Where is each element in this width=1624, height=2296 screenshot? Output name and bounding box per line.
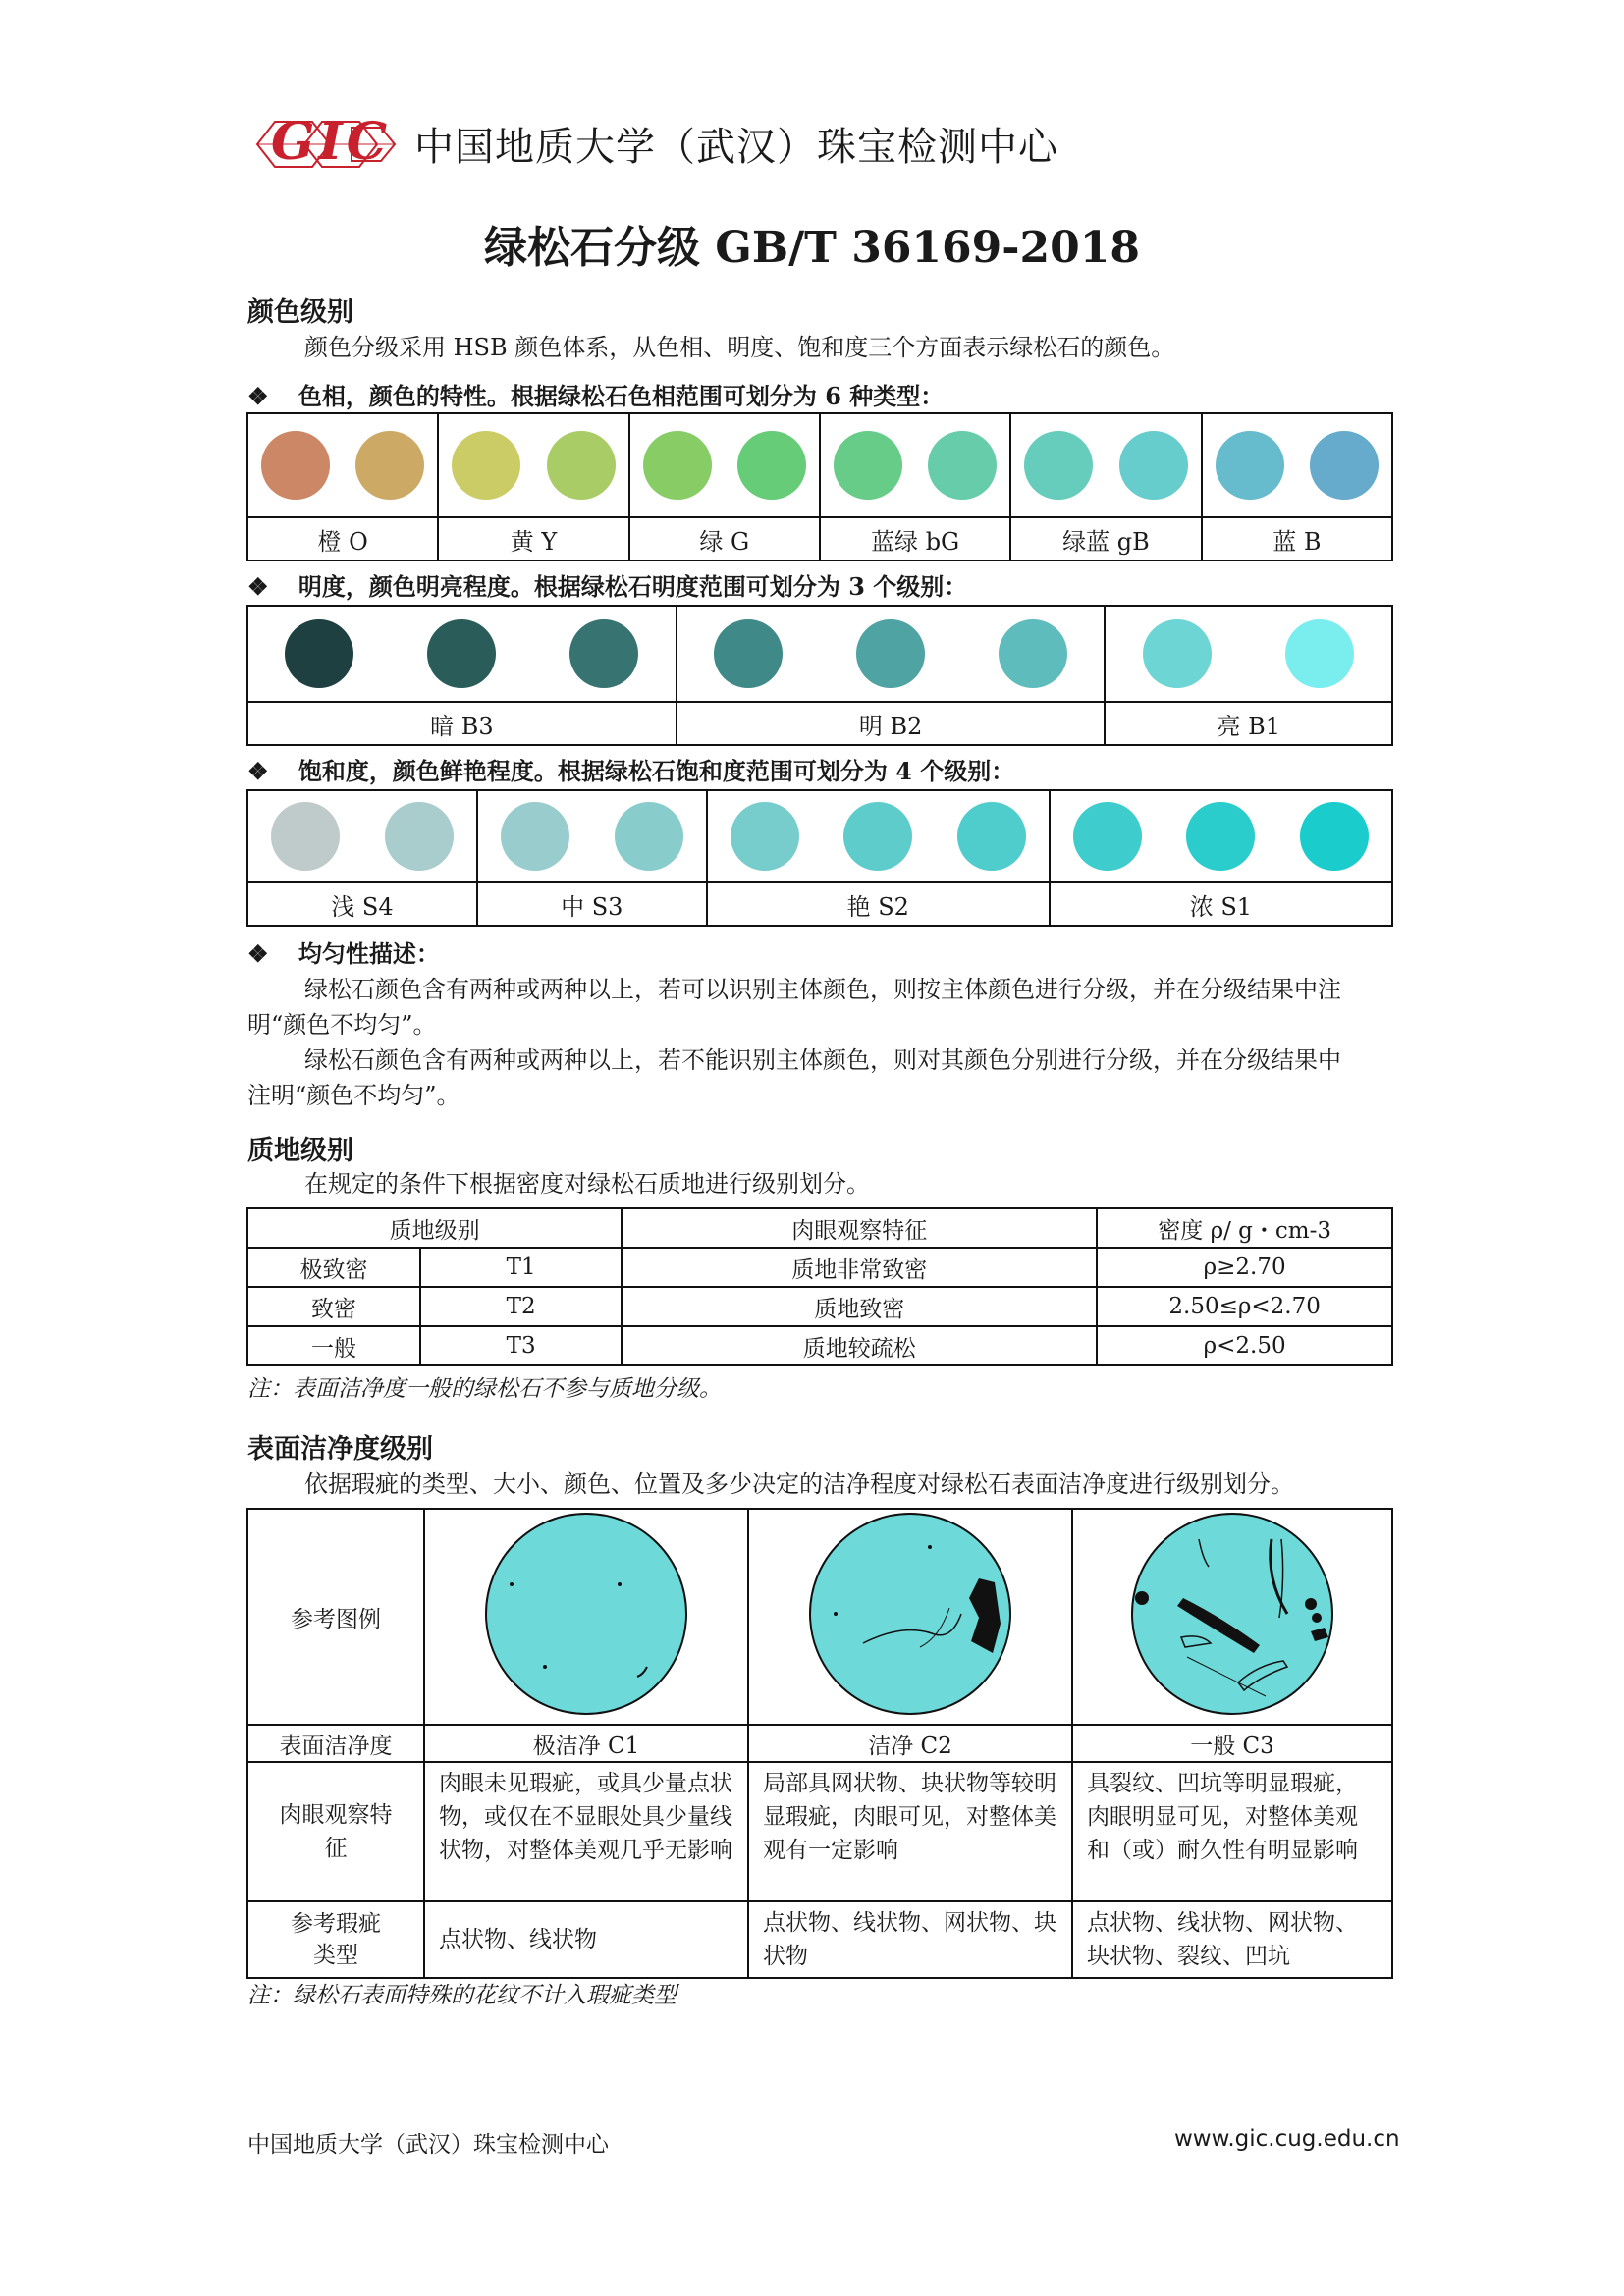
- feature-c3: 具裂纹、凹坑等明显瑕疵，肉眼明显可见，对整体美观和（或）耐久性有明显影响: [1072, 1762, 1392, 1901]
- texture-header-feature: 肉眼观察特征: [622, 1208, 1097, 1248]
- hue-group-0: [247, 413, 438, 517]
- texture-density: ρ≥2.70: [1097, 1248, 1392, 1287]
- hue-swatch: [355, 431, 424, 500]
- bullet-icon: ❖: [247, 757, 269, 785]
- hue-bullet: [247, 377, 944, 411]
- brightness-table: [246, 605, 1393, 746]
- saturation-swatch: [271, 802, 340, 871]
- logo-text: GIC: [271, 112, 392, 172]
- saturation-swatch: [731, 802, 799, 871]
- brightness-swatch: [1143, 619, 1212, 688]
- bullet-icon: ❖: [247, 382, 269, 410]
- brightness-swatch: [427, 619, 496, 688]
- color-heading: 颜色级别: [247, 297, 353, 328]
- saturation-bullet: [247, 752, 1014, 786]
- saturation-swatch: [957, 802, 1026, 871]
- saturation-swatch: [501, 802, 569, 871]
- texture-feature: 质地非常致密: [622, 1248, 1097, 1287]
- clean-row-flaw: [247, 1901, 424, 1978]
- hue-desc: 色相，颜色的特性。根据绿松石色相范围可划分为 6 种类型：: [298, 382, 945, 410]
- brightness-swatch: [856, 619, 925, 688]
- bullet-icon: ❖: [247, 939, 269, 968]
- hue-table: [246, 412, 1393, 561]
- texture-code: T1: [420, 1248, 622, 1287]
- brightness-label: 亮 B1: [1105, 702, 1392, 745]
- hue-group-4: [1010, 413, 1201, 517]
- brightness-group-1: [677, 606, 1106, 702]
- feature-c2: 局部具网状物、块状物等较明显瑕疵，肉眼可见，对整体美观有一定影响: [748, 1762, 1072, 1901]
- hue-swatch: [1119, 431, 1188, 500]
- brightness-swatch: [285, 619, 353, 688]
- uniformity-bullet: [247, 934, 440, 969]
- brightness-label: 明 B2: [677, 702, 1106, 745]
- texture-density: 2.50≤ρ<2.70: [1097, 1287, 1392, 1326]
- texture-feature: 质地致密: [622, 1287, 1097, 1326]
- hue-label: 黄 Y: [438, 517, 628, 561]
- texture-heading: 质地级别: [247, 1136, 353, 1166]
- ref-image-c3: [1072, 1509, 1392, 1725]
- brightness-bullet: [247, 567, 967, 602]
- grade-label-c1: 极洁净 C1: [424, 1725, 748, 1762]
- saturation-swatch: [843, 802, 912, 871]
- flaws-c2: 点状物、线状物、网状物、块状物: [748, 1901, 1072, 1978]
- ref-image-c2: [748, 1509, 1072, 1725]
- texture-row: [247, 1287, 1392, 1326]
- texture-note: 注：表面洁净度一般的绿松石不参与质地分级。: [247, 1376, 722, 1402]
- bullet-icon: ❖: [247, 572, 269, 601]
- saturation-group-0: [247, 790, 477, 882]
- saturation-desc: 饱和度，颜色鲜艳程度。根据绿松石饱和度范围可划分为 4 个级别：: [298, 757, 1015, 785]
- clean-row-ref: 参考图例: [247, 1509, 424, 1725]
- hue-group-1: [438, 413, 628, 517]
- uniformity-p2a: 绿松石颜色含有两种或两种以上，若不能识别主体颜色，则对其颜色分别进行分级，并在分级结果中: [304, 1046, 1341, 1074]
- feature-c1: 肉眼未见瑕疵，或具少量点状物，或仅在不显眼处具少量线状物，对整体美观几乎无影响: [424, 1762, 748, 1901]
- clean-row-flaw-label: 参考瑕疵类型: [291, 1911, 381, 1968]
- saturation-swatch: [385, 802, 454, 871]
- texture-density: ρ<2.50: [1097, 1326, 1392, 1365]
- texture-intro: 在规定的条件下根据密度对绿松石质地进行级别划分。: [304, 1170, 870, 1198]
- org-title: 中国地质大学（武汉）珠宝检测中心: [414, 125, 1058, 170]
- hue-group-5: [1202, 413, 1392, 517]
- saturation-label: 艳 S2: [707, 882, 1050, 926]
- texture-header-density: 密度 ρ/ g・cm-3: [1097, 1208, 1392, 1248]
- ref-image-c1: [424, 1509, 748, 1725]
- hue-swatch: [1024, 431, 1093, 500]
- texture-code: T3: [420, 1326, 622, 1365]
- texture-header-grade: 质地级别: [247, 1208, 622, 1248]
- saturation-group-1: [477, 790, 707, 882]
- brightness-swatch: [1285, 619, 1354, 688]
- saturation-swatch: [1073, 802, 1142, 871]
- saturation-label: 浓 S1: [1050, 882, 1392, 926]
- uniformity-p1a: 绿松石颜色含有两种或两种以上，若可以识别主体颜色，则按主体颜色进行分级，并在分级结果中注: [304, 976, 1341, 1003]
- hue-swatch: [452, 431, 520, 500]
- hue-swatch: [928, 431, 997, 500]
- texture-name: 极致密: [247, 1248, 420, 1287]
- uniformity-title: 均匀性描述：: [298, 939, 440, 968]
- texture-table: [246, 1207, 1393, 1366]
- brightness-desc: 明度，颜色明亮程度。根据绿松石明度范围可划分为 3 个级别：: [298, 572, 968, 601]
- brightness-swatch: [714, 619, 783, 688]
- hue-label: 橙 O: [247, 517, 438, 561]
- brightness-label: 暗 B3: [247, 702, 677, 745]
- hue-label: 绿 G: [629, 517, 820, 561]
- saturation-label: 中 S3: [477, 882, 707, 926]
- gic-logo: [253, 110, 401, 179]
- clean-note: 注：绿松石表面特殊的花纹不计入瑕疵类型: [247, 1983, 677, 2008]
- flaws-c3: 点状物、线状物、网状物、块状物、裂纹、凹坑: [1072, 1901, 1392, 1978]
- uniformity-p1b: 明“颜色不均匀”。: [247, 1011, 437, 1039]
- saturation-group-3: [1050, 790, 1392, 882]
- texture-name: 一般: [247, 1326, 420, 1365]
- hue-swatch: [737, 431, 806, 500]
- saturation-table: [246, 789, 1393, 927]
- hue-swatch: [643, 431, 712, 500]
- hue-swatch: [261, 431, 330, 500]
- texture-row: [247, 1326, 1392, 1365]
- brightness-swatch: [999, 619, 1067, 688]
- saturation-group-2: [707, 790, 1050, 882]
- hue-swatch: [1216, 431, 1284, 500]
- texture-name: 致密: [247, 1287, 420, 1326]
- texture-row: [247, 1248, 1392, 1287]
- hue-label: 蓝绿 bG: [820, 517, 1010, 561]
- clean-row-grade: 表面洁净度: [247, 1725, 424, 1762]
- color-intro: 颜色分级采用 HSB 颜色体系，从色相、明度、饱和度三个方面表示绿松石的颜色。: [304, 334, 1175, 361]
- saturation-swatch: [1300, 802, 1369, 871]
- saturation-swatch: [1186, 802, 1255, 871]
- hue-swatch: [834, 431, 902, 500]
- clean-intro: 依据瑕疵的类型、大小、颜色、位置及多少决定的洁净程度对绿松石表面洁净度进行级别划分。: [304, 1470, 1294, 1498]
- clean-heading: 表面洁净度级别: [247, 1434, 433, 1465]
- brightness-group-0: [247, 606, 677, 702]
- page-header: [253, 110, 1432, 188]
- grade-label-c3: 一般 C3: [1072, 1725, 1392, 1762]
- hue-label: 绿蓝 gB: [1010, 517, 1201, 561]
- uniformity-p2b: 注明“颜色不均匀”。: [247, 1082, 460, 1109]
- saturation-swatch: [615, 802, 683, 871]
- footer-org: 中国地质大学（武汉）珠宝检测中心: [247, 2132, 609, 2158]
- hue-group-2: [629, 413, 820, 517]
- texture-code: T2: [420, 1287, 622, 1326]
- clean-row-feature: [247, 1762, 424, 1901]
- hue-group-3: [820, 413, 1010, 517]
- brightness-group-2: [1105, 606, 1392, 702]
- hue-label: 蓝 B: [1202, 517, 1392, 561]
- brightness-swatch: [569, 619, 638, 688]
- footer-url[interactable]: www.gic.cug.edu.cn: [1174, 2126, 1400, 2152]
- flaws-c1: 点状物、线状物: [424, 1901, 748, 1978]
- page-title: 绿松石分级 GB/T 36169-2018: [483, 223, 1140, 273]
- hue-swatch: [1310, 431, 1379, 500]
- texture-feature: 质地较疏松: [622, 1326, 1097, 1365]
- clean-table: [246, 1508, 1393, 1979]
- saturation-label: 浅 S4: [247, 882, 477, 926]
- grade-label-c2: 洁净 C2: [748, 1725, 1072, 1762]
- hue-swatch: [547, 431, 616, 500]
- clean-row-feature-label: 肉眼观察特征: [279, 1802, 393, 1861]
